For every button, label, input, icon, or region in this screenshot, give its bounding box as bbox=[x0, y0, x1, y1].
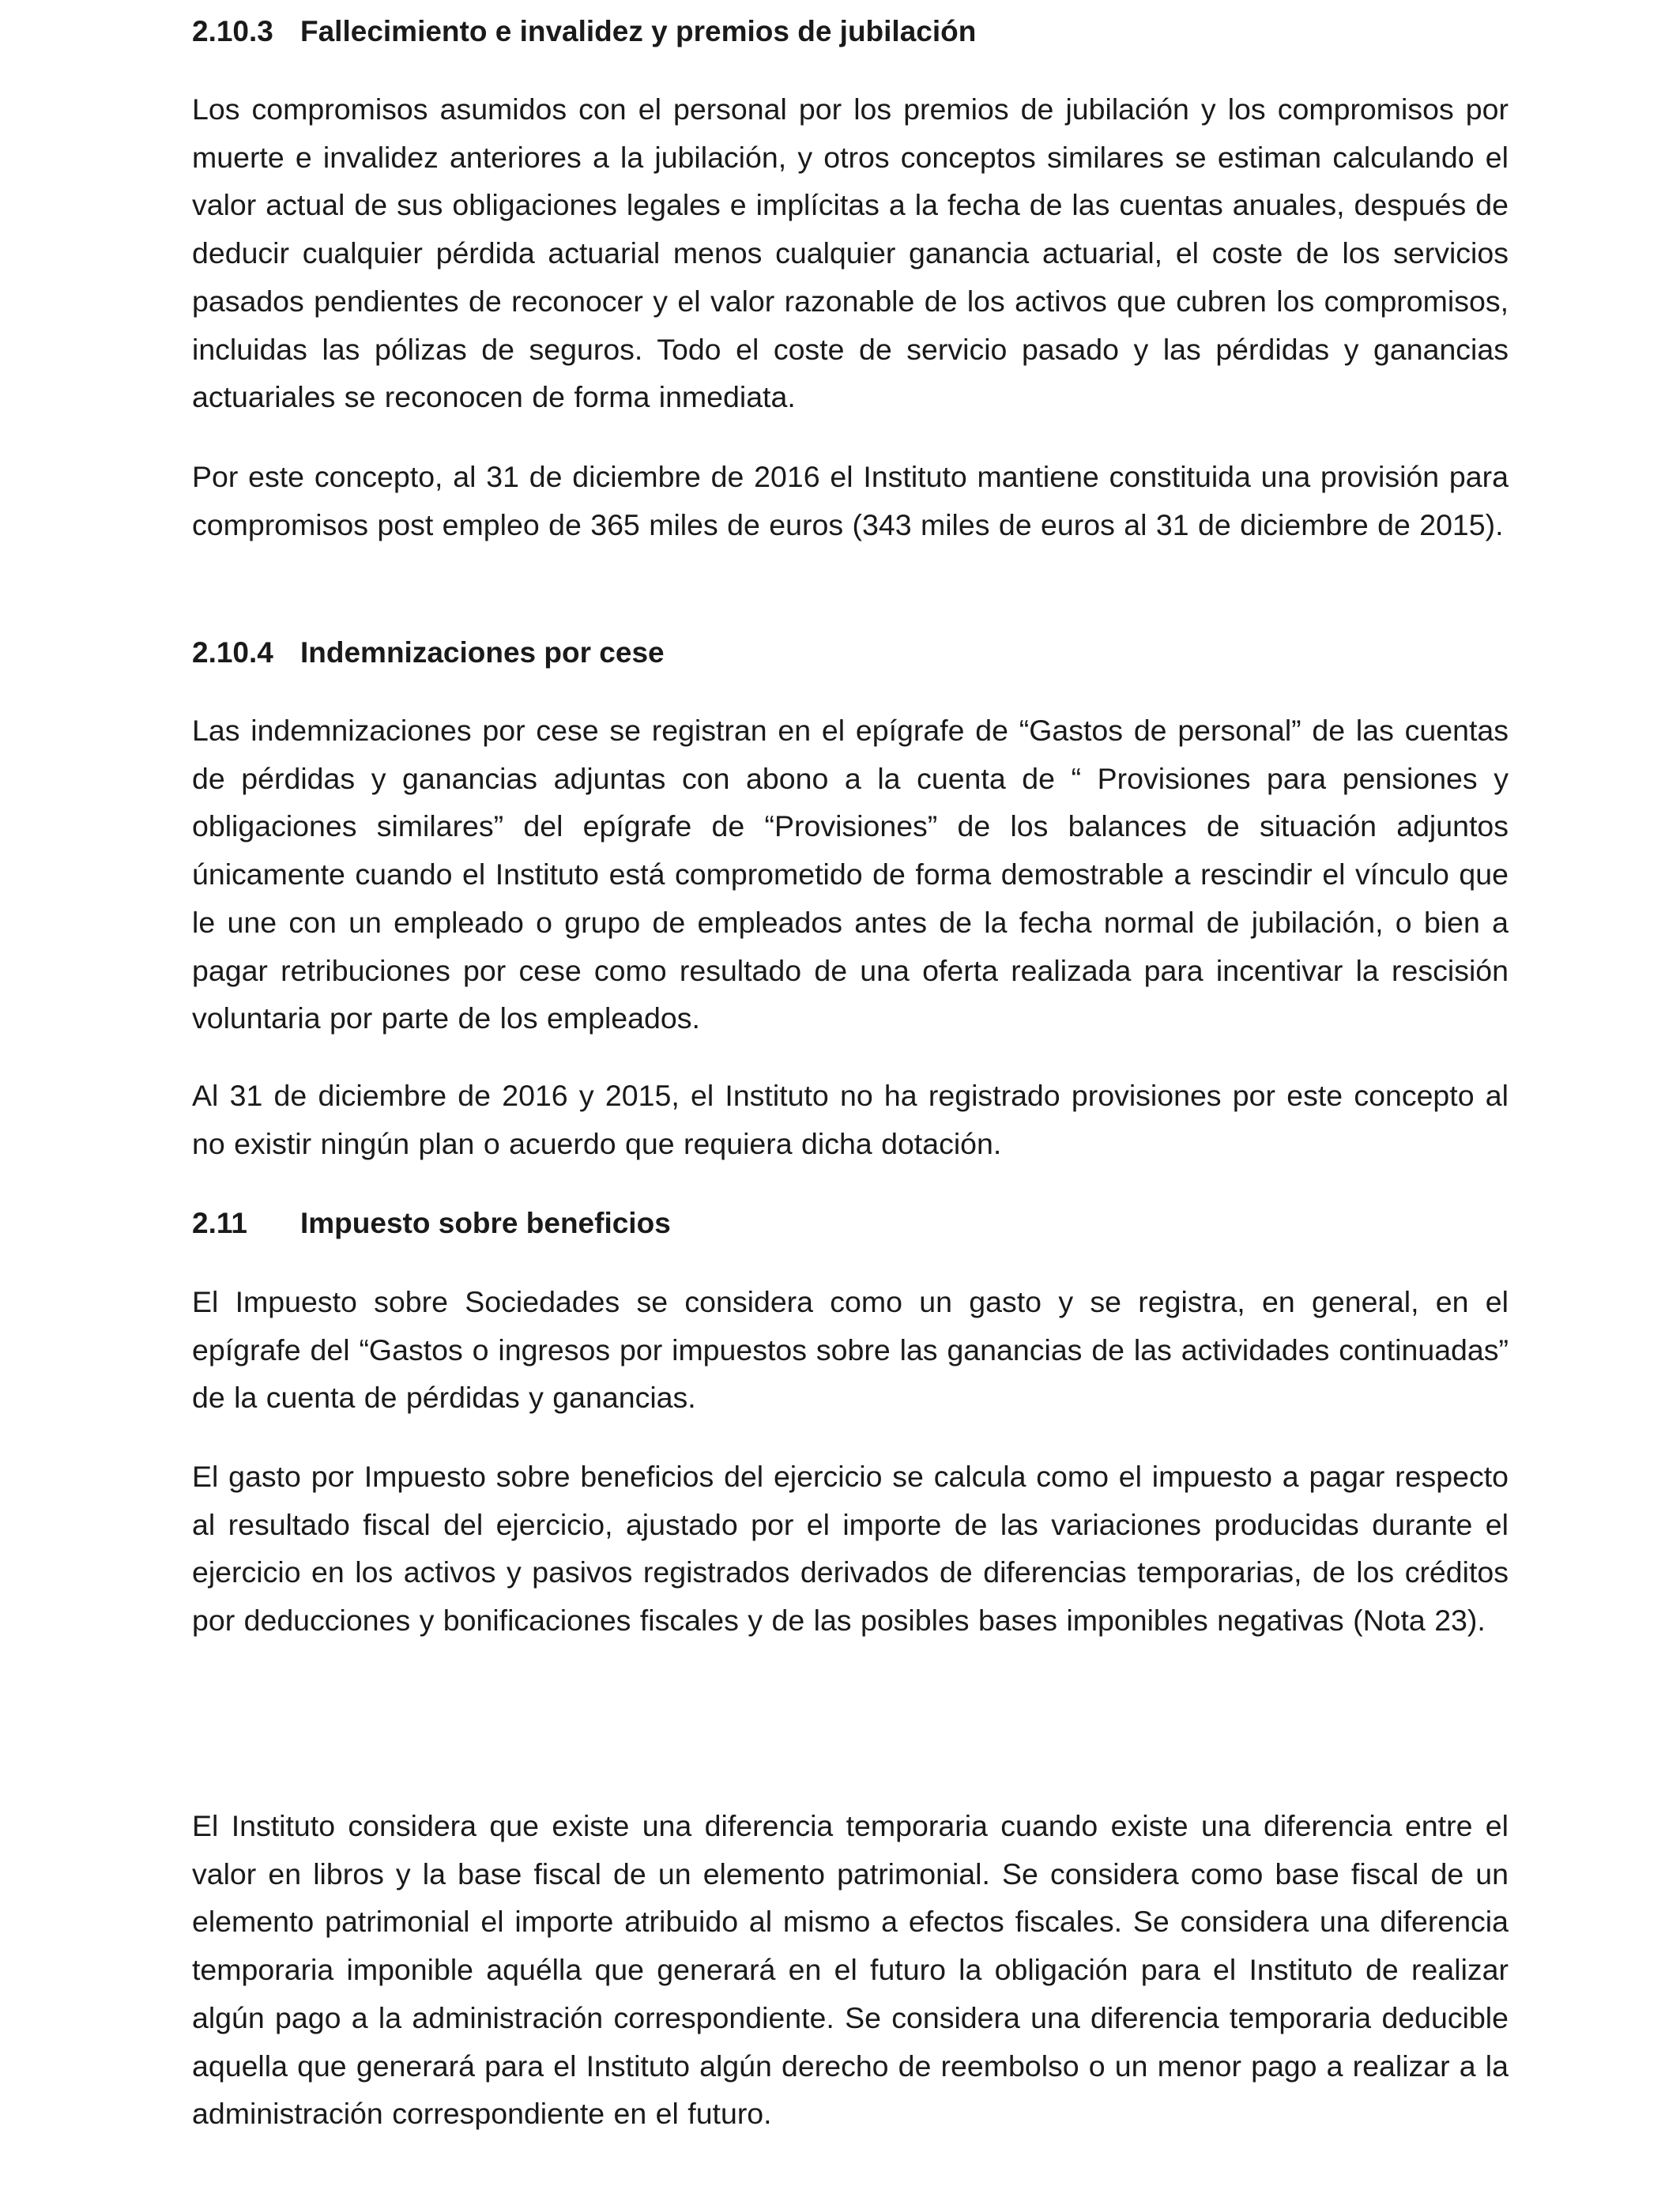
section-number: 2.10.4 bbox=[192, 636, 273, 669]
section-heading-2-11 bbox=[192, 1200, 671, 1247]
section-number: 2.10.3 bbox=[192, 15, 273, 47]
paragraph: Las indemnizaciones por cese se registran en el epígrafe de “Gastos de personal” de las cuentas de pérdidas y ganancias adjuntas con abono a la cuenta de “ Provisiones para pensiones y obligaciones similares” del epígrafe de “Provisiones” de los balances de situación adjuntos únicamente cuando el Instituto está comprometido de forma demostrable a rescindir el vínculo que le une con un empleado o grupo de empleados antes de la fecha normal de jubilación, o bien a pagar retribuciones por cese como resultado de una oferta realizada para incentivar la rescisión voluntaria por parte de los empleados. bbox=[192, 714, 1509, 1035]
section-title: Indemnizaciones por cese bbox=[300, 636, 665, 669]
section-number: 2.11 bbox=[192, 1207, 247, 1239]
paragraph: El Instituto considera que existe una diferencia temporaria cuando existe una diferencia entre el valor en libros y la base fiscal de un elemento patrimonial. Se considera como base fiscal de un elemento patrimonial el importe atribuido al mismo a efectos fiscales. Se considera una diferencia temporaria imponible aquélla que generará en el futuro la obligación para el Instituto de realizar algún pago a la administración correspondiente. Se considera una diferencia temporaria deducible aquella que generará para el Instituto algún derecho de reembolso o un menor pago a realizar a la administración correspondiente en el futuro. bbox=[192, 1809, 1509, 2131]
section-title: Impuesto sobre beneficios bbox=[300, 1207, 671, 1239]
paragraph: El Impuesto sobre Sociedades se considera como un gasto y se registra, en general, en el epígrafe del “Gastos o ingresos por impuestos sobre las ganancias de las actividades continuadas” de la cuenta de pérdidas y ganancias. bbox=[192, 1285, 1509, 1415]
paragraph: El gasto por Impuesto sobre beneficios del ejercicio se calcula como el impuesto a pagar respecto al resultado fiscal del ejercicio, ajustado por el importe de las variaciones producidas durante el ejercicio en los activos y pasivos registrados derivados de diferencias temporarias, de los créditos por deducciones y bonificaciones fiscales y de las posibles bases imponibles negativas (Nota 23). bbox=[192, 1460, 1509, 1638]
paragraph: Al 31 de diciembre de 2016 y 2015, el Instituto no ha registrado provisiones por este concepto al no existir ningún plan o acuerdo que requiera dicha dotación. bbox=[192, 1079, 1509, 1160]
section-heading-2-10-3 bbox=[192, 8, 976, 55]
section-heading-2-10-4 bbox=[192, 629, 665, 677]
section-title: Fallecimiento e invalidez y premios de jubilación bbox=[300, 15, 977, 47]
paragraph: Los compromisos asumidos con el personal por los premios de jubilación y los compromisos por muerte e invalidez anteriores a la jubilación, y otros conceptos similares se estiman calculando el valor actual de sus obligaciones legales e implícitas a la fecha de las cuentas anuales, después de deducir cualquier pérdida actuarial menos cualquier ganancia actuarial, el coste de los servicios pasados pendientes de reconocer y el valor razonable de los activos que cubren los compromisos, incluidas las pólizas de seguros. Todo el coste de servicio pasado y las pérdidas y ganancias actuariales se reconocen de forma inmediata. bbox=[192, 92, 1509, 414]
paragraph: Por este concepto, al 31 de diciembre de 2016 el Instituto mantiene constituida una provisión para compromisos post empleo de 365 miles de euros (343 miles de euros al 31 de diciembre de 2015). bbox=[192, 460, 1509, 541]
